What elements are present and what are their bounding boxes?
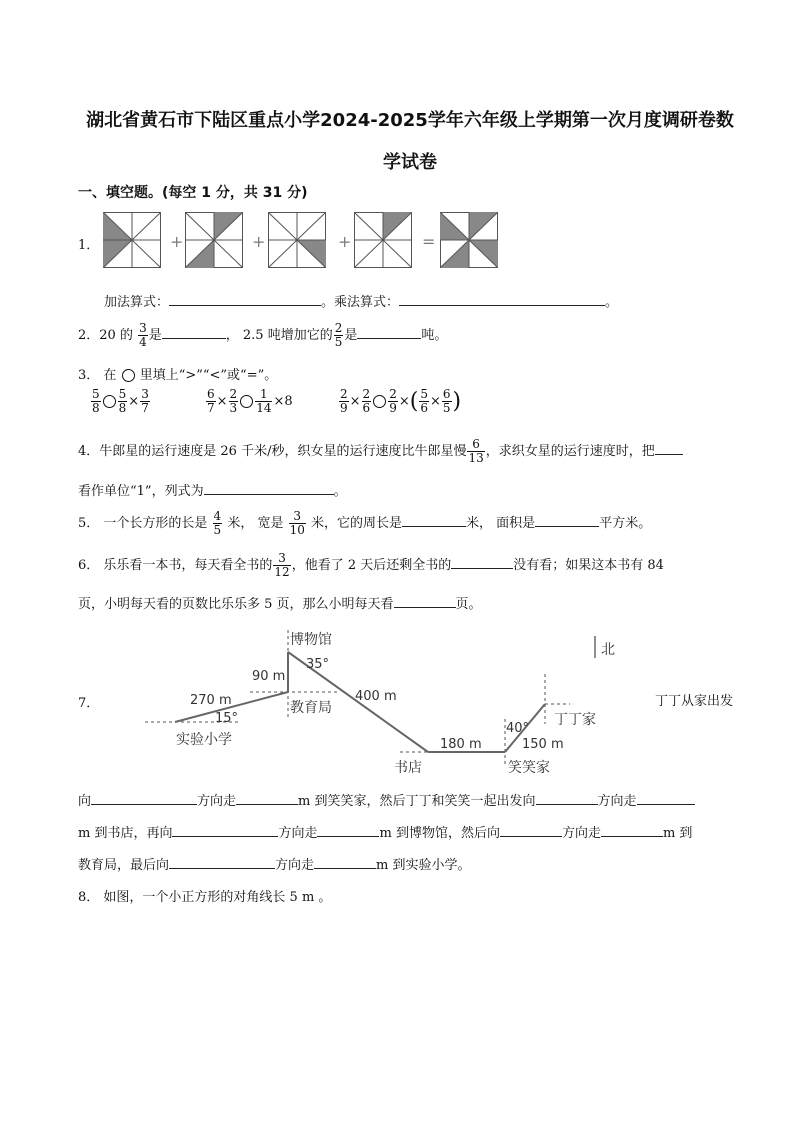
fraction-square-1 bbox=[103, 212, 161, 268]
q7-number: 7． bbox=[78, 696, 100, 711]
fraction-square-result bbox=[440, 212, 498, 268]
q5-blank-2[interactable] bbox=[535, 512, 599, 527]
plus-sign: + bbox=[338, 232, 352, 251]
fraction-square-4 bbox=[354, 212, 412, 268]
dist-180-label: 180 m bbox=[440, 737, 482, 752]
dist-150-label: 150 m bbox=[522, 737, 564, 752]
q3-expr-1: $\frac{5}{8}$ $\frac{5}{8}$ × $\frac{3}{7}$ bbox=[92, 387, 149, 415]
q5-text: 米，它的周长是 bbox=[311, 516, 403, 531]
q6-text: 没有看；如果这本书有 84 bbox=[513, 558, 664, 573]
fraction: $\frac{3}{12}$ bbox=[274, 551, 290, 579]
q4-blank-2[interactable] bbox=[204, 480, 334, 495]
fraction: $\frac{3}{10}$ bbox=[289, 509, 305, 537]
q7-text: 方向走 bbox=[197, 794, 237, 809]
q6-blank-1[interactable] bbox=[451, 554, 513, 569]
plus-sign: + bbox=[252, 232, 266, 251]
fraction: $\frac{4}{5}$ bbox=[213, 509, 222, 537]
q5-text: 米， 宽是 bbox=[227, 516, 284, 531]
q6-text: ，他看了 2 天后还剩全书的 bbox=[291, 558, 452, 573]
q7-blank-9[interactable] bbox=[169, 854, 275, 869]
q7-blank-8[interactable] bbox=[601, 822, 663, 837]
q7-blank-2[interactable] bbox=[236, 790, 298, 805]
q2-blank-2[interactable] bbox=[357, 324, 421, 339]
q7-line-2 bbox=[78, 822, 692, 841]
q7-text: 方向走 bbox=[275, 858, 315, 873]
fraction-square-3 bbox=[268, 212, 326, 268]
q1-answer-line bbox=[104, 291, 618, 310]
q4-line-2 bbox=[78, 480, 347, 499]
page-title-cont: 学试卷 bbox=[383, 152, 437, 173]
angle-15-label: 15° bbox=[215, 711, 239, 726]
q7-blank-3[interactable] bbox=[536, 790, 598, 805]
q5-text: 5． 一个长方形的长是 bbox=[78, 516, 208, 531]
multiplication-blank[interactable] bbox=[399, 291, 605, 306]
fraction: $\frac{3}{4}$ bbox=[139, 321, 147, 349]
dist-90-label: 90 m bbox=[252, 669, 286, 684]
q2-text: 2．20 的 bbox=[78, 328, 133, 343]
q2-line bbox=[78, 322, 447, 349]
q5-line bbox=[78, 510, 651, 537]
bureau-label: 教育局 bbox=[290, 700, 332, 716]
q7-text-start: 丁丁从家出发 bbox=[655, 694, 734, 709]
q7-text: m 到实验小学。 bbox=[376, 858, 471, 873]
q7-line-3 bbox=[78, 854, 471, 873]
q7-blank-10[interactable] bbox=[314, 854, 376, 869]
addition-blank[interactable] bbox=[169, 291, 321, 306]
q4-text: 4．牛郎星的运行速度是 26 千米/秒，织女星的运行速度比牛郎星慢 bbox=[78, 444, 467, 459]
q7-text: 方向走 bbox=[561, 826, 601, 841]
north-label: 北 bbox=[601, 642, 615, 658]
q5-blank-1[interactable] bbox=[402, 512, 466, 527]
q7-text: m 到书店，再向 bbox=[78, 826, 173, 841]
q6-text: 页。 bbox=[455, 597, 482, 612]
q8-line: 8． 如图，一个小正方形的对角线长 5 m 。 bbox=[78, 890, 332, 905]
q4-blank-1[interactable] bbox=[655, 440, 683, 455]
q7-line-1 bbox=[78, 790, 695, 809]
q6-line-1 bbox=[78, 552, 664, 579]
q2-text: 吨。 bbox=[421, 328, 448, 343]
q3-expr-3: $\frac{2}{9}$ × $\frac{2}{6}$ $\frac{2}{9}$ ×( $\frac{5}{6}$ × $\frac{6}{5}$ ) bbox=[340, 387, 462, 415]
compare-circle-icon bbox=[122, 369, 135, 382]
angle-35-label: 35° bbox=[306, 657, 330, 672]
section-heading: 一、填空题。(每空 1 分，共 31 分) bbox=[78, 185, 308, 201]
dist-270-label: 270 m bbox=[190, 693, 232, 708]
page-title: 湖北省黄石市下陆区重点小学2024-2025学年六年级上学期第一次月度调研卷数 bbox=[86, 110, 734, 131]
route-map bbox=[140, 624, 620, 780]
q6-text: 6． 乐乐看一本书，每天看全书的 bbox=[78, 558, 273, 573]
answer-circle[interactable] bbox=[103, 395, 116, 408]
q7-blank-7[interactable] bbox=[500, 822, 562, 837]
q4-line-1 bbox=[78, 438, 683, 465]
answer-circle[interactable] bbox=[373, 395, 386, 408]
answer-circle[interactable] bbox=[240, 395, 253, 408]
q7-text: 方向走 bbox=[597, 794, 637, 809]
q5-text: 平方米。 bbox=[599, 516, 652, 531]
bookstore-label: 书店 bbox=[394, 760, 422, 776]
q4-text: 。 bbox=[333, 484, 347, 499]
q1-number: 1． bbox=[78, 238, 100, 253]
q2-blank-1[interactable] bbox=[162, 324, 226, 339]
q2-text: 是 bbox=[148, 328, 162, 343]
q4-text: 看作单位“1”，列式为 bbox=[78, 484, 204, 499]
dist-400-label: 400 m bbox=[355, 689, 397, 704]
q3-line bbox=[78, 364, 277, 383]
q7-text: m 到 bbox=[662, 826, 693, 841]
xiaoxiao-home-label: 笑笑家 bbox=[508, 760, 550, 776]
q7-text: m 到博物馆，然后向 bbox=[379, 826, 500, 841]
q6-line-2 bbox=[78, 593, 482, 612]
q3-text: 3． 在 bbox=[78, 368, 117, 383]
dingding-home-label: 丁丁家 bbox=[554, 712, 596, 728]
q7-text: 教育局，最后向 bbox=[78, 858, 170, 873]
q6-blank-2[interactable] bbox=[394, 593, 456, 608]
q7-text: m 到笑笑家，然后丁丁和笑笑一起出发向 bbox=[298, 794, 536, 809]
fraction: $\frac{2}{5}$ bbox=[334, 321, 343, 349]
period: 。 bbox=[605, 295, 619, 310]
q7-text: 向 bbox=[78, 794, 92, 809]
q7-text: 方向走 bbox=[278, 826, 318, 841]
q7-blank-4[interactable] bbox=[637, 790, 695, 805]
q3-expr-2: $\frac{6}{7}$ × $\frac{2}{3}$ $\frac{1}{14}$ ×8 bbox=[207, 387, 293, 415]
q7-blank-5[interactable] bbox=[172, 822, 278, 837]
fraction-square-2 bbox=[185, 212, 243, 268]
equals-sign: = bbox=[422, 232, 436, 251]
multiplication-label: 。乘法算式： bbox=[321, 295, 400, 310]
school-label: 实验小学 bbox=[176, 732, 232, 748]
q3-text: 里填上“>”“<”或“=”。 bbox=[139, 368, 278, 383]
q7-blank-6[interactable] bbox=[317, 822, 379, 837]
plus-sign: + bbox=[170, 232, 184, 251]
q5-text: 米， 面积是 bbox=[466, 516, 536, 531]
q7-blank-1[interactable] bbox=[91, 790, 197, 805]
q2-text: 是 bbox=[344, 328, 358, 343]
q6-text: 页，小明每天看的页数比乐乐多 5 页，那么小明每天看 bbox=[78, 597, 394, 612]
addition-label: 加法算式： bbox=[104, 295, 170, 310]
museum-label: 博物馆 bbox=[290, 632, 332, 648]
q4-text: ，求织女星的运行速度时，把 bbox=[485, 444, 655, 459]
q2-text: ， 2.5 吨增加它的 bbox=[225, 328, 333, 343]
angle-40-label: 40° bbox=[506, 721, 530, 736]
fraction: $\frac{6}{13}$ bbox=[468, 437, 484, 465]
